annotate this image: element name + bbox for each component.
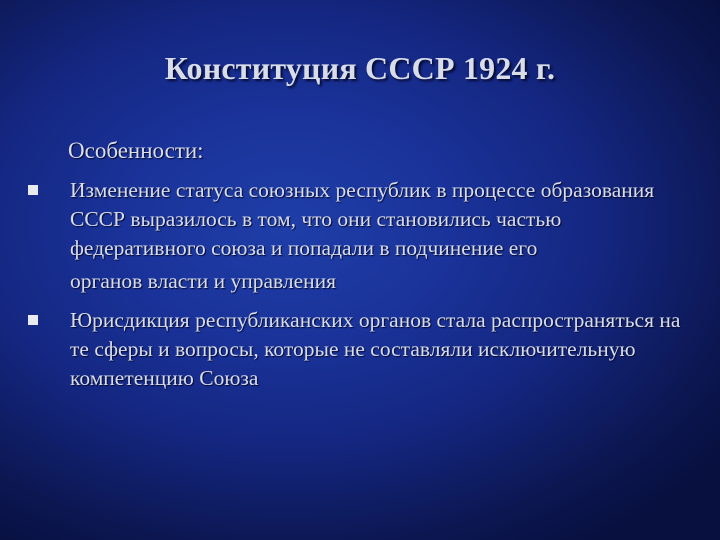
bullet-text: Изменение статуса союзных республик в процессе образования СССР выразилось в том, что они становились частью федеративного союза и попадали в подчинение его	[70, 178, 655, 260]
list-item	[28, 176, 688, 296]
bullet-text: Юрисдикция республиканских органов стала распространяться на те сферы и вопросы, которые не составляли исключительную компетенцию Союза	[70, 308, 681, 390]
list-item	[28, 306, 688, 393]
bullet-list	[28, 176, 688, 393]
square-bullet-icon	[28, 185, 38, 195]
square-bullet-icon	[28, 315, 38, 325]
bullet-text-tail: органов власти и управления	[70, 269, 337, 293]
slide-title: Конституция СССР 1924 г.	[164, 50, 556, 86]
intro-label: Особенности:	[68, 138, 204, 163]
